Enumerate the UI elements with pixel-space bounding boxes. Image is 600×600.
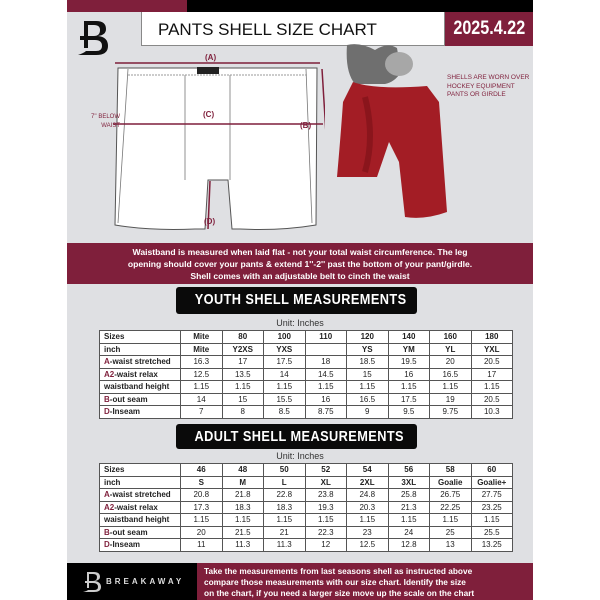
shell-usage-note: SHELLS ARE WORN OVER HOCKEY EQUIPMENT PANTS OR GIRDLE — [447, 74, 530, 98]
youth-unit: Unit: Inches — [276, 318, 324, 328]
table-cell: 52 — [305, 464, 347, 477]
table-cell: 20 — [430, 356, 472, 369]
table-cell: 80 — [222, 331, 264, 344]
measure-name: inch — [104, 344, 121, 354]
table-cell: 12.5 — [347, 539, 389, 552]
table-cell: 8.5 — [264, 406, 306, 419]
table-cell: 1.15 — [222, 514, 264, 527]
table-cell: 54 — [347, 464, 389, 477]
table-cell: Mite — [181, 331, 223, 344]
table-cell: 13 — [430, 539, 472, 552]
table-cell: 8.75 — [305, 406, 347, 419]
table-cell: 20.8 — [181, 489, 223, 502]
measure-code: D — [104, 540, 110, 550]
breakaway-logo — [76, 18, 110, 58]
table-cell: YXL — [471, 343, 513, 356]
row-label — [100, 381, 181, 394]
table-cell: 17.5 — [264, 356, 306, 369]
table-cell: 180 — [471, 331, 513, 344]
info-line: Shell comes with an adjustable belt to cinch the waist — [190, 271, 410, 281]
table-cell: 1.15 — [347, 381, 389, 394]
row-label — [100, 368, 181, 381]
measure-name: -Inseam — [109, 540, 141, 550]
table-cell: 25.8 — [388, 489, 430, 502]
table-cell: 13.25 — [471, 539, 513, 552]
table-cell: 15 — [222, 393, 264, 406]
table-cell: 17.3 — [181, 501, 223, 514]
row-label — [100, 539, 181, 552]
table-cell: 1.15 — [388, 514, 430, 527]
adult-size-table — [99, 463, 513, 552]
table-cell: 21 — [264, 526, 306, 539]
table-cell: 1.15 — [388, 381, 430, 394]
table-cell: 60 — [471, 464, 513, 477]
measure-name: Sizes — [104, 465, 125, 475]
table-cell: 110 — [305, 331, 347, 344]
table-cell: 18.5 — [347, 356, 389, 369]
table-cell: 22.8 — [264, 489, 306, 502]
table-cell — [305, 343, 347, 356]
table-row — [100, 514, 513, 527]
table-cell: 140 — [388, 331, 430, 344]
measure-code: A2 — [104, 369, 115, 379]
footer-logo — [82, 570, 102, 594]
row-label — [100, 464, 181, 477]
table-cell: 27.75 — [471, 489, 513, 502]
table-cell: 3XL — [388, 476, 430, 489]
top-black-bar — [187, 0, 533, 12]
table-cell: 14.5 — [305, 368, 347, 381]
table-cell: 1.15 — [181, 514, 223, 527]
table-cell: YXS — [264, 343, 306, 356]
table-row — [100, 476, 513, 489]
measure-code: A — [104, 357, 110, 367]
measure-name: -out seam — [109, 527, 148, 537]
table-cell: 12 — [305, 539, 347, 552]
row-label — [100, 501, 181, 514]
footer-instructions — [197, 563, 533, 600]
table-cell: 16 — [388, 368, 430, 381]
table-cell: 11.3 — [222, 539, 264, 552]
table-row — [100, 406, 513, 419]
table-cell: 12.5 — [181, 368, 223, 381]
table-cell: 23.8 — [305, 489, 347, 502]
table-row — [100, 464, 513, 477]
table-cell: 20.5 — [471, 356, 513, 369]
footer-line: Take the measurements from last seasons shell as instructed above — [204, 566, 473, 576]
date-text: 2025.4.22 — [453, 18, 525, 39]
table-cell: 18 — [305, 356, 347, 369]
table-cell: 22.25 — [430, 501, 472, 514]
row-label — [100, 356, 181, 369]
measure-code: A — [104, 490, 110, 500]
table-cell: 16 — [305, 393, 347, 406]
table-cell: 120 — [347, 331, 389, 344]
date-badge — [445, 12, 533, 46]
label-c: (C) — [203, 110, 215, 119]
table-cell: 19.3 — [305, 501, 347, 514]
below-waist-note: 7'' BELOW WAIST — [91, 114, 120, 129]
row-label — [100, 476, 181, 489]
table-cell: 58 — [430, 464, 472, 477]
table-cell: 23 — [347, 526, 389, 539]
table-cell: 1.15 — [264, 514, 306, 527]
info-band — [67, 243, 533, 284]
table-cell: 14 — [181, 393, 223, 406]
table-cell: 1.15 — [471, 381, 513, 394]
table-cell: S — [181, 476, 223, 489]
measure-name: -waist relax — [114, 502, 158, 512]
table-row — [100, 489, 513, 502]
adult-heading — [176, 424, 417, 449]
footer-line: on the chart, if you need a larger size move up the scale on the chart — [204, 588, 475, 598]
table-cell: 8 — [222, 406, 264, 419]
measure-code: A2 — [104, 502, 115, 512]
table-cell: 14 — [264, 368, 306, 381]
measure-name: -Inseam — [109, 407, 141, 417]
table-cell: 16.5 — [347, 393, 389, 406]
measure-code: B — [104, 394, 110, 404]
table-cell: 1.15 — [305, 514, 347, 527]
table-cell: 18.3 — [222, 501, 264, 514]
youth-size-table — [99, 330, 513, 419]
table-cell: 1.15 — [430, 514, 472, 527]
table-cell: 2XL — [347, 476, 389, 489]
table-cell: YM — [388, 343, 430, 356]
table-cell: 19.5 — [388, 356, 430, 369]
row-label — [100, 514, 181, 527]
red-pants-photo — [335, 42, 447, 222]
table-cell: 26.75 — [430, 489, 472, 502]
table-cell: 1.15 — [347, 514, 389, 527]
youth-heading — [176, 287, 417, 314]
top-accent-bar — [67, 0, 187, 12]
row-label — [100, 526, 181, 539]
table-cell: 21.3 — [388, 501, 430, 514]
youth-heading-text: YOUTH SHELL MEASUREMENTS — [194, 291, 407, 308]
table-cell: YL — [430, 343, 472, 356]
measure-code: D — [104, 407, 110, 417]
table-cell: 22.3 — [305, 526, 347, 539]
table-cell: 13.5 — [222, 368, 264, 381]
table-cell: 1.15 — [222, 381, 264, 394]
table-cell: 20 — [181, 526, 223, 539]
measure-name: -waist stretched — [109, 490, 171, 500]
table-cell: XL — [305, 476, 347, 489]
table-cell: Goalie — [430, 476, 472, 489]
table-cell: 24 — [388, 526, 430, 539]
table-cell: 1.15 — [181, 381, 223, 394]
table-cell: 24.8 — [347, 489, 389, 502]
adult-heading-text: ADULT SHELL MEASUREMENTS — [194, 428, 404, 445]
measure-name: -waist stretched — [109, 357, 171, 367]
table-cell: 12.8 — [388, 539, 430, 552]
table-cell: 9.5 — [388, 406, 430, 419]
table-cell: 11.3 — [264, 539, 306, 552]
table-cell: 18.3 — [264, 501, 306, 514]
table-row — [100, 381, 513, 394]
adult-unit: Unit: Inches — [276, 451, 324, 461]
table-cell: 15 — [347, 368, 389, 381]
measure-name: waistband height — [104, 515, 170, 525]
row-label — [100, 331, 181, 344]
table-cell: 19 — [430, 393, 472, 406]
info-line: Waistband is measured when laid flat - not your total waist circumference. The leg — [132, 247, 468, 257]
table-row — [100, 356, 513, 369]
table-cell: 20.5 — [471, 393, 513, 406]
measure-name: waistband height — [104, 382, 170, 392]
table-cell: 21.8 — [222, 489, 264, 502]
table-cell: L — [264, 476, 306, 489]
table-cell: 17 — [222, 356, 264, 369]
table-row — [100, 343, 513, 356]
table-cell: 25.5 — [471, 526, 513, 539]
table-cell: 21.5 — [222, 526, 264, 539]
table-row — [100, 526, 513, 539]
table-row — [100, 368, 513, 381]
table-cell: 160 — [430, 331, 472, 344]
table-cell: 20.3 — [347, 501, 389, 514]
table-cell: Y2XS — [222, 343, 264, 356]
table-cell: 1.15 — [264, 381, 306, 394]
table-cell: M — [222, 476, 264, 489]
row-label — [100, 489, 181, 502]
table-cell: 10.3 — [471, 406, 513, 419]
row-label — [100, 343, 181, 356]
row-label — [100, 393, 181, 406]
table-cell: 50 — [264, 464, 306, 477]
measure-name: -out seam — [109, 394, 148, 404]
table-cell: 9.75 — [430, 406, 472, 419]
table-cell: 100 — [264, 331, 306, 344]
table-cell: 15.5 — [264, 393, 306, 406]
row-label — [100, 406, 181, 419]
table-cell: 1.15 — [305, 381, 347, 394]
table-cell: 23.25 — [471, 501, 513, 514]
table-cell: 25 — [430, 526, 472, 539]
info-line: opening should cover your pants & extend 1''-2'' past the bottom of your pant/girdle. — [127, 259, 473, 269]
table-row — [100, 331, 513, 344]
footer-line: compare those measurements with our size chart. Identify the size — [204, 577, 466, 587]
table-cell: 48 — [222, 464, 264, 477]
measure-code: B — [104, 527, 110, 537]
measure-name: -waist relax — [114, 369, 158, 379]
table-cell: 17.5 — [388, 393, 430, 406]
table-cell: 1.15 — [430, 381, 472, 394]
pants-diagram — [110, 55, 325, 235]
table-cell: 46 — [181, 464, 223, 477]
table-cell: 7 — [181, 406, 223, 419]
page-title: PANTS SHELL SIZE CHART — [141, 12, 445, 46]
table-cell: YS — [347, 343, 389, 356]
table-cell: 17 — [471, 368, 513, 381]
table-cell: 56 — [388, 464, 430, 477]
label-a: (A) — [205, 53, 217, 62]
table-cell: Mite — [181, 343, 223, 356]
table-cell: 9 — [347, 406, 389, 419]
footer-brand-name: BREAKAWAY — [106, 577, 185, 586]
table-row — [100, 539, 513, 552]
label-b: (B) — [300, 121, 312, 130]
table-cell: Goalie+ — [471, 476, 513, 489]
measure-name: Sizes — [104, 332, 125, 342]
table-row — [100, 501, 513, 514]
table-cell: 1.15 — [471, 514, 513, 527]
table-row — [100, 393, 513, 406]
table-cell: 16.5 — [430, 368, 472, 381]
label-d: (D) — [204, 217, 216, 226]
table-cell: 16.3 — [181, 356, 223, 369]
table-cell: 11 — [181, 539, 223, 552]
measure-name: inch — [104, 477, 121, 487]
